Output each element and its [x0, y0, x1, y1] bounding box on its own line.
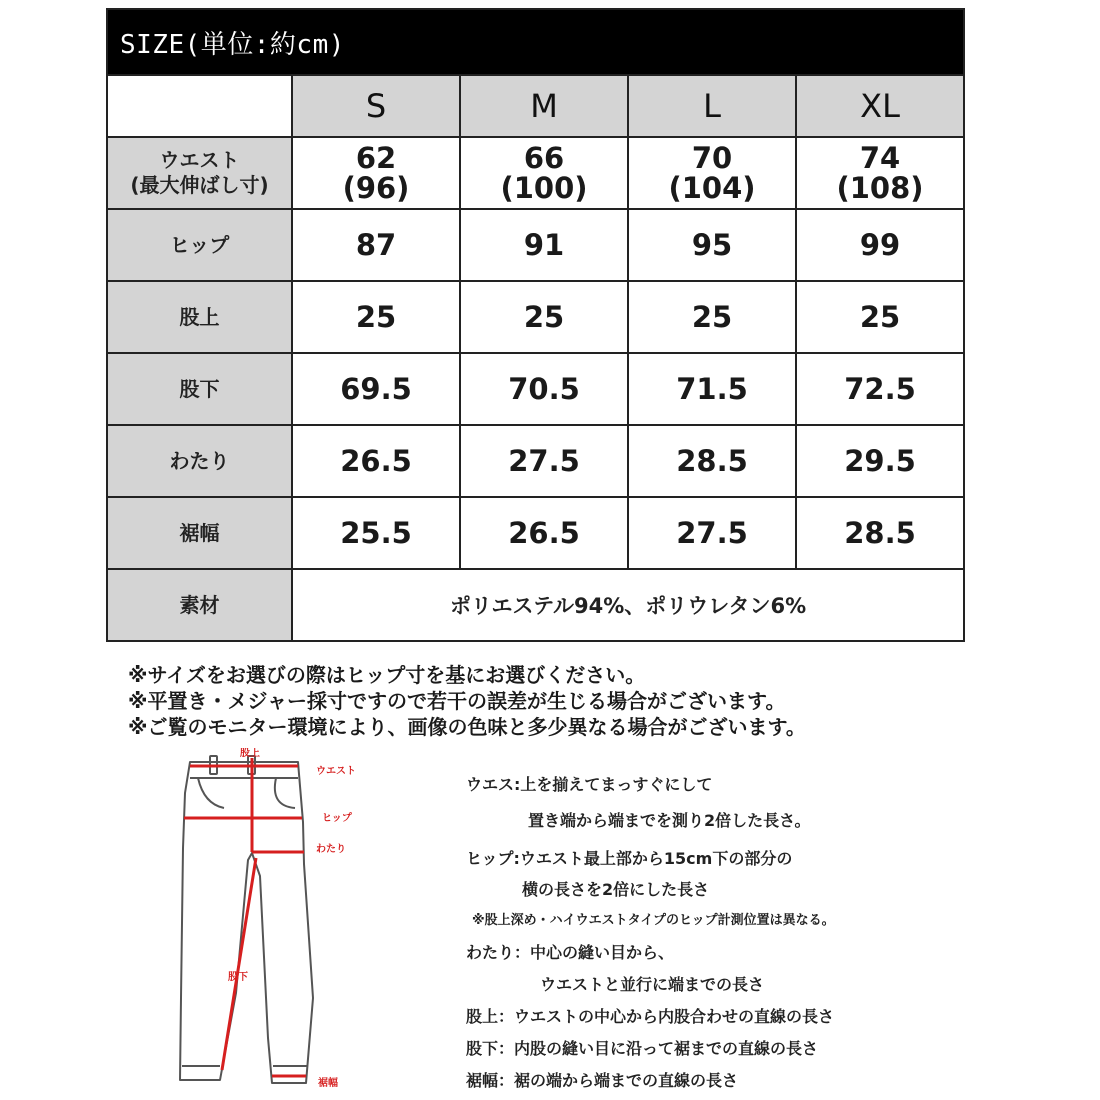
- table-row: [107, 137, 964, 209]
- label-rise: 股上: [240, 748, 260, 759]
- value-cell: 25: [460, 281, 628, 353]
- definition-line: 置き端から端までを測り2倍した長さ。: [528, 811, 811, 830]
- value-cell: 74 (108): [796, 137, 964, 209]
- value-cell: 27.5: [460, 425, 628, 497]
- row-label-hem: 裾幅: [107, 497, 292, 569]
- corner-cell: [107, 75, 292, 137]
- definition-line: 股上：ウエストの中心から内股合わせの直線の長さ: [466, 1007, 835, 1026]
- pants-diagram: [160, 748, 400, 1088]
- value-cell: 25: [796, 281, 964, 353]
- label-hip: ヒップ: [322, 813, 352, 824]
- notes: [128, 662, 1028, 740]
- table-row: [107, 281, 964, 353]
- definition-line: 股下：内股の縫い目に沿って裾までの直線の長さ: [466, 1039, 819, 1058]
- value-cell: 70 (104): [628, 137, 796, 209]
- row-label-inseam: 股下: [107, 353, 292, 425]
- material-row: [107, 569, 964, 641]
- definition-line: わたり：中心の縫い目から、: [466, 943, 675, 962]
- row-label-thigh: わたり: [107, 425, 292, 497]
- size-table: [106, 8, 965, 642]
- table-row: [107, 353, 964, 425]
- size-header-m: M: [460, 75, 628, 137]
- value-cell: 70.5: [460, 353, 628, 425]
- value-cell: 71.5: [628, 353, 796, 425]
- label-hem: 裾幅: [318, 1078, 338, 1088]
- material-value: ポリエステル94%、ポリウレタン6%: [292, 569, 964, 641]
- value-cell: 25: [628, 281, 796, 353]
- table-title: SIZE(単位:約cm): [107, 9, 964, 75]
- size-header-row: [107, 75, 964, 137]
- value-cell: 62 (96): [292, 137, 460, 209]
- value-cell: 27.5: [628, 497, 796, 569]
- row-label-hip: ヒップ: [107, 209, 292, 281]
- definition-line: ウエストと並行に端までの長さ: [540, 975, 765, 994]
- table-row: [107, 497, 964, 569]
- value-cell: 72.5: [796, 353, 964, 425]
- value-cell: 91: [460, 209, 628, 281]
- note-line: ※ご覧のモニター環境により、画像の色味と多少異なる場合がございます。: [128, 715, 806, 739]
- size-header-l: L: [628, 75, 796, 137]
- note-line: ※平置き・メジャー採寸ですので若干の誤差が生じる場合がございます。: [128, 689, 786, 713]
- label-thigh: わたり: [316, 844, 346, 855]
- value-cell: 66 (100): [460, 137, 628, 209]
- size-header-s: S: [292, 75, 460, 137]
- definition-line: ウエス:上を揃えてまっすぐにして: [466, 775, 713, 794]
- value-cell: 26.5: [460, 497, 628, 569]
- value-cell: 95: [628, 209, 796, 281]
- label-inseam: 股下: [228, 972, 248, 983]
- row-label-waist: ウエスト (最大伸ばし寸): [107, 137, 292, 209]
- note-line: ※サイズをお選びの際はヒップ寸を基にお選びください。: [128, 663, 646, 687]
- value-cell: 26.5: [292, 425, 460, 497]
- value-cell: 25.5: [292, 497, 460, 569]
- table-row: [107, 209, 964, 281]
- value-cell: 29.5: [796, 425, 964, 497]
- row-label-rise: 股上: [107, 281, 292, 353]
- definition-line: ヒップ:ウエスト最上部から15cm下の部分の: [466, 849, 793, 868]
- value-cell: 69.5: [292, 353, 460, 425]
- definition-line: 横の長さを2倍にした長さ: [522, 880, 710, 899]
- definition-line: 裾幅：裾の端から端までの直線の長さ: [466, 1071, 739, 1090]
- table-row: [107, 425, 964, 497]
- definition-note: ※股上深め・ハイウエストタイプのヒップ計測位置は異なる。: [472, 913, 835, 928]
- value-cell: 99: [796, 209, 964, 281]
- value-cell: 28.5: [628, 425, 796, 497]
- row-label-material: 素材: [107, 569, 292, 641]
- inseam-line: [222, 858, 256, 1070]
- label-waist: ウエスト: [316, 766, 356, 777]
- size-header-xl: XL: [796, 75, 964, 137]
- value-cell: 87: [292, 209, 460, 281]
- value-cell: 28.5: [796, 497, 964, 569]
- value-cell: 25: [292, 281, 460, 353]
